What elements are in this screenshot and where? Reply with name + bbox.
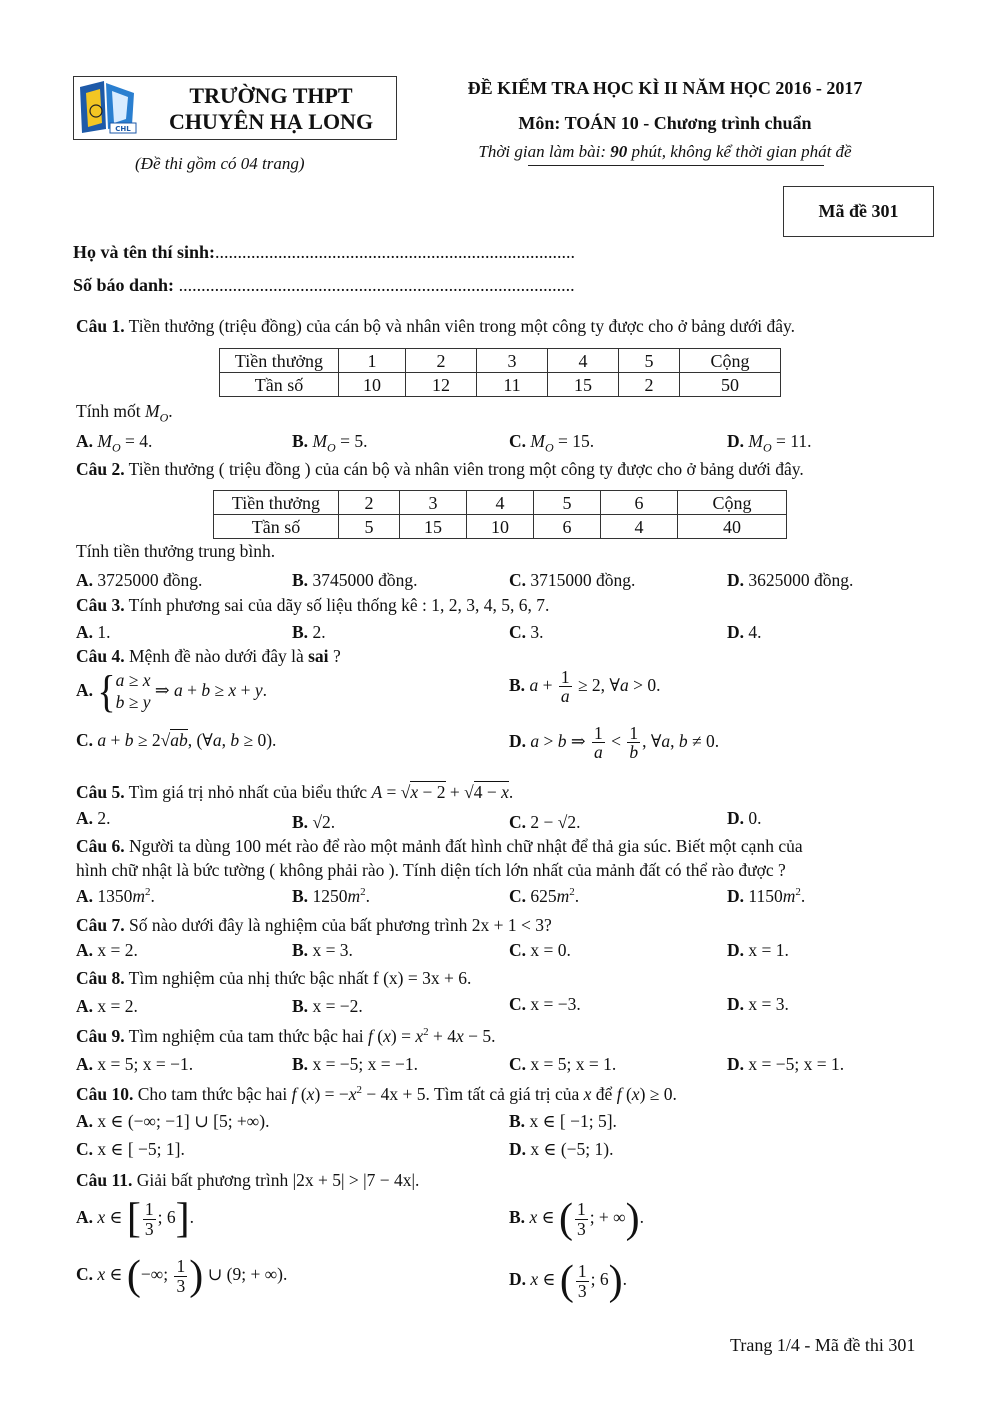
option-letter: D.: [727, 994, 745, 1014]
option-value: x ∈ (−∞; −1] ∪ [5; +∞).: [97, 1111, 270, 1131]
school-name-line2: CHUYÊN HẠ LONG: [168, 109, 374, 134]
option-value: x = 5; x = 1.: [530, 1054, 617, 1074]
question-8: [76, 968, 471, 989]
logo-text: CHL: [115, 125, 131, 133]
q8-label: Câu 8.: [76, 968, 125, 988]
option-value: 1.: [97, 622, 111, 642]
option-letter: A.: [76, 570, 94, 590]
q5-option-b[interactable]: [292, 812, 335, 833]
table-cell: 5: [619, 349, 680, 373]
q2-option-c[interactable]: [509, 570, 635, 591]
page-footer: Trang 1/4 - Mã đề thi 301: [730, 1335, 916, 1355]
table-cell: Tần số: [220, 373, 339, 397]
option-letter: A.: [76, 1054, 94, 1074]
option-letter: A.: [76, 431, 94, 451]
exam-code-box: Mã đề 301: [783, 186, 934, 237]
option-value: x = −3.: [530, 994, 581, 1014]
q9-label: Câu 9.: [76, 1026, 125, 1046]
option-value: 3715000 đồng.: [530, 570, 636, 590]
option-value: 11.: [790, 431, 812, 451]
option-letter: A.: [76, 996, 94, 1016]
q11-option-a[interactable]: A. x ∈ [ $\frac{1}{3}$ ; 6].: [76, 1196, 195, 1242]
q4-option-c[interactable]: C. a + b ≥ 2√ab, (∀a, b ≥ 0).: [76, 730, 277, 750]
table-cell: Cộng: [680, 349, 781, 373]
option-value: x ∈ (−5; 1).: [530, 1139, 614, 1159]
option-letter: B.: [509, 1207, 526, 1228]
option-value: 2.: [312, 622, 326, 642]
option-letter: B.: [292, 570, 309, 590]
option-value: 3745000 đồng.: [312, 570, 418, 590]
option-letter: C.: [509, 622, 527, 642]
student-name-line: [73, 242, 575, 263]
q6-line2: hình chữ nhật là bức tường ( không phải rào ). Tính diện tích lớn nhất của mảnh đất có thể rào được ?: [76, 860, 786, 880]
q2-option-a[interactable]: [76, 570, 202, 591]
student-id-dots: ........................................................................................: [178, 275, 575, 295]
table-cell: 10: [467, 515, 534, 539]
q1-label: Câu 1.: [76, 316, 125, 336]
q11-option-c[interactable]: C. x ∈ (−∞; $\frac{1}{3}$ ) ∪ (9; + ∞).: [76, 1253, 288, 1299]
option-letter: B.: [292, 431, 309, 451]
option-letter: A.: [76, 886, 94, 906]
option-value: x = 2.: [97, 996, 138, 1016]
table-cell: Tiền thưởng: [214, 491, 339, 515]
q8-option-d[interactable]: [727, 994, 789, 1015]
q3-option-c[interactable]: [509, 622, 544, 643]
q10-option-c[interactable]: [76, 1139, 185, 1160]
option-letter: A.: [76, 679, 94, 700]
table-cell: 4: [548, 349, 619, 373]
q4-bold-word: sai: [308, 646, 329, 666]
table-cell: 5: [339, 515, 400, 539]
table-cell: 3: [400, 491, 467, 515]
q11-option-b[interactable]: B. x ∈ ( $\frac{1}{3}$ ; + ∞).: [509, 1196, 645, 1242]
option-letter: D.: [727, 1054, 745, 1074]
option-value: 1250: [312, 886, 348, 906]
student-name-label: Họ và tên thí sinh:: [73, 242, 216, 262]
q7-text: Số nào dưới đây là nghiệm của bất phương trình: [124, 915, 472, 935]
q2-table-row: [214, 491, 787, 515]
table-cell: Cộng: [678, 491, 787, 515]
q2-ask: Tính tiền thưởng trung bình.: [76, 541, 276, 561]
q1-option-c[interactable]: C. $M_O = 15$.: [509, 431, 595, 455]
option-value: x = 5; x = −1.: [97, 1054, 194, 1074]
question-9: Câu 9. Tìm nghiệm của tam thức bậc hai f $(x) = x^2 + 4x - 5$.: [76, 1026, 496, 1046]
question-6: [76, 836, 803, 857]
q2-label: Câu 2.: [76, 459, 125, 479]
question-3: [76, 595, 549, 616]
option-letter: D.: [727, 431, 745, 451]
q3-option-d[interactable]: [727, 622, 762, 643]
q3-text: Tính phương sai của dãy số liệu thống kê :: [124, 595, 432, 615]
option-letter: C.: [509, 812, 527, 832]
q1-table-row: [220, 349, 781, 373]
q2-option-b[interactable]: [292, 570, 417, 591]
option-letter: C.: [509, 994, 527, 1014]
q1-table-row: [220, 373, 781, 397]
table-cell: 3: [477, 349, 548, 373]
duration-suffix: phút, không kể thời gian phát đề: [627, 142, 852, 161]
option-value: x ∈ [ −5; 1].: [97, 1139, 185, 1159]
option-value: 1350: [97, 886, 133, 906]
duration-underline: [528, 165, 824, 166]
q6-option-b[interactable]: B. $1250m^2$.: [292, 886, 370, 906]
table-cell: 15: [400, 515, 467, 539]
option-value: 15.: [572, 431, 595, 451]
q1-ask: Tính mốt $M_O$.: [76, 401, 173, 425]
option-letter: D.: [509, 730, 527, 751]
option-letter: A.: [76, 940, 94, 960]
school-name-line1: TRƯỜNG THPT: [189, 83, 353, 108]
option-letter: A.: [76, 1207, 94, 1228]
q1-ask-text: Tính mốt: [76, 401, 146, 421]
option-value: 3625000 đồng.: [748, 570, 854, 590]
q1-table: [219, 348, 781, 397]
option-letter: D.: [727, 622, 745, 642]
table-cell: 10: [339, 373, 406, 397]
q5-option-a[interactable]: [76, 808, 111, 829]
option-letter: C.: [509, 570, 527, 590]
q2-option-d[interactable]: [727, 570, 853, 591]
pages-note: (Đề thi gồm có 04 trang): [135, 154, 305, 173]
q2-text: Tiền thưởng ( triệu đồng ) của cán bộ và nhân viên trong một công ty được cho ở bảng dưới đây.: [124, 459, 804, 479]
question-4: [76, 646, 341, 667]
option-letter: A.: [76, 1111, 94, 1131]
q10-mid2: để: [591, 1084, 617, 1104]
q1-text: Tiền thưởng (triệu đồng) của cán bộ và nhân viên trong một công ty được cho ở bảng dưới đây.: [124, 316, 796, 336]
option-letter: C.: [76, 1264, 94, 1285]
option-letter: B.: [292, 996, 309, 1016]
question-2: [76, 459, 804, 480]
option-value: 5.: [354, 431, 368, 451]
option-value: 3725000 đồng.: [97, 570, 203, 590]
q4-tail: ?: [328, 646, 341, 666]
q3-option-b[interactable]: [292, 622, 326, 643]
table-cell: 40: [678, 515, 787, 539]
q11-option-d[interactable]: D. x ∈ ( $\frac{1}{3}$ ; 6).: [509, 1258, 628, 1304]
q8-option-c[interactable]: [509, 994, 581, 1015]
q3-label: Câu 3.: [76, 595, 125, 615]
exam-duration: [420, 142, 910, 162]
school-logo-icon: [76, 79, 142, 136]
q4-text: Mệnh đề nào dưới đây là: [124, 646, 309, 666]
option-value: 4.: [748, 622, 762, 642]
table-cell: Tiền thưởng: [220, 349, 339, 373]
table-cell: 5: [534, 491, 601, 515]
option-letter: D.: [727, 570, 745, 590]
table-cell: 6: [601, 491, 678, 515]
q4-option-a[interactable]: A. { a ≥ x b ≥ y ⇒ a + b ≥ x + y.: [76, 666, 267, 718]
option-letter: B.: [292, 886, 309, 906]
option-letter: C.: [509, 1054, 527, 1074]
duration-value: 90: [610, 142, 628, 161]
option-value: x = −2.: [312, 996, 363, 1016]
q3-data: 1, 2, 3, 4, 5, 6, 7.: [431, 595, 550, 615]
q5-text: Tìm giá trị nhỏ nhất của biểu thức: [124, 782, 372, 802]
option-letter: B.: [292, 940, 309, 960]
table-cell: 2: [619, 373, 680, 397]
table-cell: 4: [601, 515, 678, 539]
student-id-label: Số báo danh:: [73, 275, 179, 295]
table-cell: 4: [467, 491, 534, 515]
option-letter: B.: [509, 1111, 526, 1131]
option-letter: B.: [292, 622, 309, 642]
table-cell: 2: [406, 349, 477, 373]
option-value: x = 3.: [312, 940, 353, 960]
table-cell: 2: [339, 491, 400, 515]
q5-label: Câu 5.: [76, 782, 125, 802]
q11-text: Giải bất phương trình: [132, 1170, 293, 1190]
q5-option-d[interactable]: [727, 808, 762, 829]
q11-expr: |2x + 5| > |7 − 4x|.: [292, 1170, 420, 1190]
q9-option-c[interactable]: [509, 1054, 616, 1075]
q1-symbol: M: [145, 401, 160, 421]
table-cell: 1: [339, 349, 406, 373]
option-letter: C.: [76, 730, 94, 750]
option-value: 2 − √2.: [530, 812, 581, 832]
table-cell: 50: [680, 373, 781, 397]
q4-label: Câu 4.: [76, 646, 125, 666]
option-letter: A.: [76, 622, 94, 642]
option-letter: D.: [509, 1269, 527, 1290]
question-5: Câu 5. Tìm giá trị nhỏ nhất của biểu thức A = √x − 2 + √4 − x.: [76, 782, 514, 802]
table-cell: 6: [534, 515, 601, 539]
option-letter: D.: [727, 940, 745, 960]
q6-option-a[interactable]: A. $1350m^2$.: [76, 886, 155, 906]
q3-option-a[interactable]: [76, 622, 111, 643]
exam-subject: Môn: TOÁN 10 - Chương trình chuẩn: [518, 113, 812, 133]
student-id-line: [73, 275, 575, 296]
q1-option-a[interactable]: A. $M_O = 4$.: [76, 431, 153, 455]
option-letter: C.: [76, 1139, 94, 1159]
q8-expr: f (x) = 3x + 6.: [372, 968, 472, 988]
q6-label: Câu 6.: [76, 836, 125, 856]
q6-option-c[interactable]: C. $625m^2$.: [509, 886, 580, 906]
option-letter: D.: [727, 808, 745, 828]
option-value: 3.: [530, 622, 544, 642]
q9-option-a[interactable]: [76, 1054, 193, 1075]
option-letter: C.: [509, 940, 527, 960]
q7-option-a[interactable]: [76, 940, 138, 961]
option-letter: D.: [509, 1139, 527, 1159]
exam-title: ĐỀ KIỂM TRA HỌC KÌ II NĂM HỌC 2016 - 2017: [467, 78, 863, 98]
option-letter: C.: [509, 431, 527, 451]
table-cell: 12: [406, 373, 477, 397]
option-value: x = −5; x = −1.: [312, 1054, 419, 1074]
question-1: [76, 316, 795, 337]
option-value: x = 3.: [748, 994, 789, 1014]
option-letter: C.: [509, 886, 527, 906]
option-value: x = 0.: [530, 940, 571, 960]
table-cell: 15: [548, 373, 619, 397]
q1-option-b[interactable]: B. $M_O = 5$.: [292, 431, 368, 455]
student-name-dots: ................................................................................: [215, 242, 576, 262]
q5-option-c[interactable]: [509, 812, 581, 833]
option-letter: D.: [727, 886, 745, 906]
q10-label: Câu 10.: [76, 1084, 134, 1104]
q6-line1: Người ta dùng 100 mét rào để rào một mảnh đất hình chữ nhật để thả gia súc. Biết một cạnh của: [124, 836, 803, 856]
q8-text: Tìm nghiệm của nhị thức bậc nhất: [124, 968, 373, 988]
table-cell: Tần số: [214, 515, 339, 539]
q10-option-a[interactable]: [76, 1111, 269, 1132]
q9-option-b[interactable]: [292, 1054, 418, 1075]
q11-label: Câu 11.: [76, 1170, 133, 1190]
duration-prefix: Thời gian làm bài:: [478, 142, 611, 161]
q9-option-d[interactable]: [727, 1054, 844, 1075]
option-value: x ∈ [ −1; 5].: [529, 1111, 617, 1131]
q10-text: Cho tam thức bậc hai: [133, 1084, 292, 1104]
q7-label: Câu 7.: [76, 915, 125, 935]
q8-option-b[interactable]: [292, 996, 363, 1017]
option-value: 625: [530, 886, 557, 906]
q7-option-c[interactable]: [509, 940, 571, 961]
q7-option-b[interactable]: [292, 940, 353, 961]
question-7: [76, 915, 552, 936]
q2-table: [213, 490, 787, 539]
school-box: [73, 76, 397, 140]
option-letter: A.: [76, 808, 94, 828]
q1-option-d[interactable]: D. $M_O = 11$.: [727, 431, 812, 455]
q10-option-d[interactable]: [509, 1139, 613, 1160]
school-name: [148, 83, 394, 135]
q1-symbol-sub: O: [159, 410, 169, 425]
table-cell: 11: [477, 373, 548, 397]
option-value: 0.: [748, 808, 762, 828]
option-letter: B.: [292, 1054, 309, 1074]
q2-table-row: [214, 515, 787, 539]
option-letter: B.: [292, 812, 309, 832]
question-10: Câu 10. Cho tam thức bậc hai f $(x) = -x^2 - 4x + 5$. Tìm tất cả giá trị của x để f (x) ≥ 0.: [76, 1084, 677, 1104]
option-value: x = 1.: [748, 940, 789, 960]
option-value: 1150: [748, 886, 783, 906]
q7-expr: 2x + 1 < 3?: [471, 915, 552, 935]
option-value: √2.: [312, 812, 336, 832]
q10-option-b[interactable]: [509, 1111, 617, 1132]
option-value: 4.: [139, 431, 153, 451]
q7-option-d[interactable]: [727, 940, 789, 961]
question-11: [76, 1170, 419, 1191]
q4-option-d[interactable]: D. a > b ⇒ $\frac{1}{a}$ < $\frac{1}{b}$ , ∀a, b ≠ 0.: [509, 723, 720, 763]
q8-option-a[interactable]: [76, 996, 138, 1017]
q6-option-d[interactable]: D. $1150m^2$.: [727, 886, 806, 906]
q4-option-b[interactable]: B. a + $\frac{1}{a}$ ≥ 2, ∀a > 0.: [509, 667, 661, 707]
q10-mid: . Tìm tất cả giá trị của: [425, 1084, 584, 1104]
option-letter: B.: [509, 674, 526, 695]
option-value: x = −5; x = 1.: [748, 1054, 845, 1074]
option-value: x = 2.: [97, 940, 138, 960]
q9-text: Tìm nghiệm của tam thức bậc hai: [124, 1026, 369, 1046]
option-value: 2.: [97, 808, 111, 828]
